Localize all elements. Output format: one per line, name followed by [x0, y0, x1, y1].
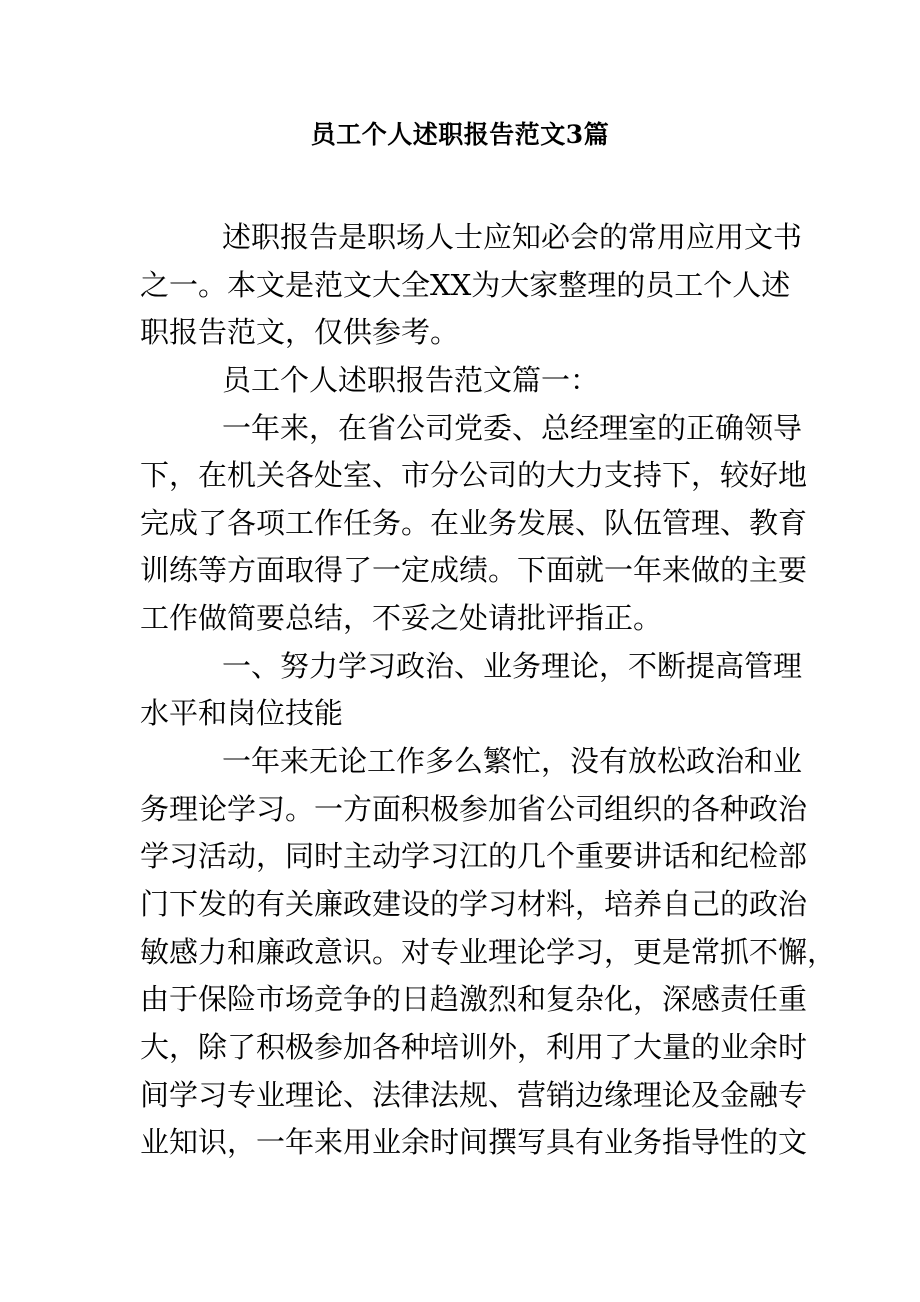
text-line: 间学习专业理论、法律法规、营销边缘理论及金融专 — [140, 1077, 808, 1112]
text-line: 下，在机关各处室、市分公司的大力支持下，较好地 — [140, 458, 808, 493]
text-line: 一、努力学习政治、业务理论，不断提高管理 — [222, 648, 803, 683]
document-title: 员工个人述职报告范文3篇 — [310, 120, 610, 149]
paragraph — [140, 405, 808, 643]
text-line: 业知识，一年来用业余时间撰写具有业务指导性的文 — [140, 1125, 808, 1160]
text-line: 水平和岗位技能 — [140, 696, 344, 731]
text-line: 工作做简要总结，不妥之处请批评指正。 — [140, 601, 663, 636]
text-line: 大，除了积极参加各种培训外，利用了大量的业余时 — [140, 1029, 808, 1064]
text-line: 职报告范文，仅供参考。 — [140, 315, 460, 350]
document-body — [140, 214, 837, 1167]
text-line: 由于保险市场竞争的日趋激烈和复杂化，深感责任重 — [140, 982, 808, 1017]
paragraph — [140, 643, 803, 738]
text-line: 完成了各项工作任务。在业务发展、队伍管理、教育 — [140, 505, 808, 540]
text-line: 学习活动，同时主动学习江的几个重要讲话和纪检部 — [140, 839, 808, 874]
text-line: 训练等方面取得了一定成绩。下面就一年来做的主要 — [140, 553, 808, 588]
text-line: 一年来无论工作多么繁忙，没有放松政治和业 — [222, 744, 803, 779]
text-line: 门下发的有关廉政建设的学习材料，培养自己的政治 — [140, 886, 808, 921]
text-line: 之一。本文是范文大全XX为大家整理的员工个人述 — [140, 267, 791, 302]
paragraph — [140, 357, 781, 405]
paragraph — [140, 738, 837, 1167]
text-line: 敏感力和廉政意识。对专业理论学习，更是常抓不懈， — [140, 934, 837, 969]
text-line: 一年来，在省公司党委、总经理室的正确领导 — [222, 410, 803, 445]
text-line: 务理论学习。一方面积极参加省公司组织的各种政治 — [140, 791, 808, 826]
text-line: 员工个人述职报告范文篇一： — [222, 362, 600, 397]
text-line: 述职报告是职场人士应知必会的常用应用文书 — [222, 220, 803, 254]
paragraph — [140, 214, 803, 357]
